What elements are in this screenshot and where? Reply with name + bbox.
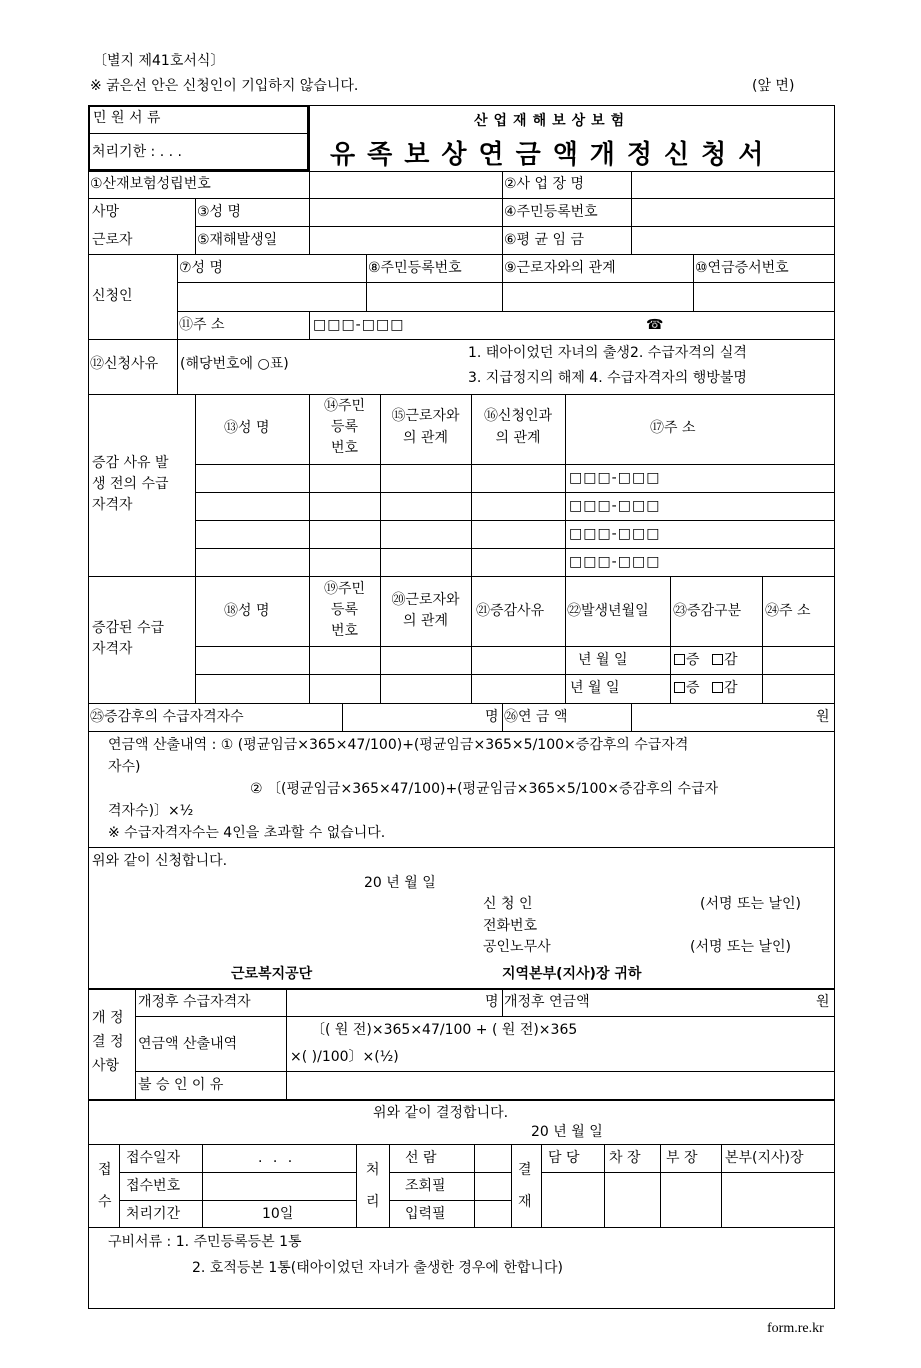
- before-h-address: ⑰주 소: [650, 420, 696, 436]
- reason-hint: (해당번호에 ○표): [180, 356, 289, 372]
- before-h-applicant-rel-1: ⑯신청인과: [483, 408, 553, 424]
- increase-checkbox[interactable]: [674, 682, 685, 693]
- unit-people: 명: [485, 709, 499, 725]
- apply-date: 20 년 월 일: [364, 875, 436, 891]
- label-workplace: ②사 업 장 명: [504, 176, 584, 192]
- label-receipt-date: 접수일자: [126, 1150, 181, 1166]
- before-h-relation-2: 의 관계: [402, 430, 449, 446]
- after-date-2: 년 월 일: [570, 680, 620, 696]
- proc-side-1: 처: [366, 1162, 380, 1178]
- after-h-relation-2: 의 관계: [402, 613, 449, 629]
- approve-deputy: 차 장: [609, 1150, 641, 1166]
- before-zip-2: □□□-□□□: [569, 498, 661, 514]
- recipient-branch: 지역본부(지사)장 귀하: [502, 966, 642, 982]
- approve-head: 본부(지사)장: [725, 1150, 804, 1166]
- after-h-name: ⑱성 명: [224, 603, 270, 619]
- label-certificate-no: ⑩연금증서번호: [695, 260, 789, 276]
- before-h-name: ⑬성 명: [224, 420, 270, 436]
- approve-side-1: 결: [518, 1162, 532, 1178]
- doc-type-label: 민 원 서 류: [93, 110, 161, 126]
- form-subtitle: 산업재해보상보험: [474, 113, 631, 129]
- zip-code-boxes: □□□-□□□: [313, 317, 405, 333]
- apply-applicant: 신 청 인: [483, 896, 533, 912]
- label-applicant: 신청인: [92, 288, 133, 304]
- after-date-1: 년 월 일: [578, 652, 628, 668]
- unit-won-2: 원: [816, 994, 830, 1010]
- label-accident-date: ⑤재해발생일: [197, 232, 278, 248]
- attachments-line-2: 2. 호적등본 1통(태아이었던 자녀가 출생한 경우에 한합니다): [192, 1260, 563, 1276]
- form-title: 유족보상연금액개정신청서: [330, 140, 776, 170]
- form-number: 〔별지 제41호서식〕: [93, 53, 225, 69]
- before-h-rrn-2: 등록: [330, 419, 359, 435]
- label-revised-recipients: 개정후 수급자격자: [138, 994, 251, 1010]
- deadline-label: 처리기한 : . . .: [92, 144, 182, 160]
- before-zip-4: □□□-□□□: [569, 554, 661, 570]
- label-calc-detail: 연금액 산출내역: [138, 1036, 238, 1052]
- label-address: ⑪주 소: [179, 317, 225, 333]
- label-rrn: ④주민등록번호: [504, 204, 598, 220]
- proc-entered: 입력필: [405, 1206, 446, 1222]
- unit-won: 원: [816, 709, 830, 725]
- before-label-2: 생 전의 수급: [92, 476, 169, 492]
- decrease-checkbox[interactable]: [712, 654, 723, 665]
- form-container: [88, 105, 835, 1309]
- approve-manager: 부 장: [666, 1150, 698, 1166]
- proc-side-2: 리: [366, 1194, 380, 1210]
- decision-side-2: 결 정: [92, 1034, 124, 1050]
- approve-side-2: 재: [518, 1194, 532, 1210]
- calc-line-2: 자수): [108, 759, 141, 775]
- before-h-relation-1: ⑮근로자와: [391, 408, 460, 424]
- recipient-org: 근로복지공단: [231, 966, 313, 982]
- attachments-line-1: 구비서류 : 1. 주민등록등본 1통: [108, 1234, 302, 1250]
- after-h-date: ㉒발생년월일: [567, 603, 649, 619]
- after-h-relation-1: ⑳근로자와: [391, 592, 460, 608]
- before-h-rrn-1: ⑭주민: [323, 398, 366, 414]
- phone-icon: ☎: [646, 317, 664, 333]
- apply-sign-1: (서명 또는 날인): [700, 896, 801, 912]
- label-deceased-2: 근로자: [92, 232, 133, 248]
- label-applicant-rrn: ⑧주민등록번호: [368, 260, 462, 276]
- decision-date: 20 년 월 일: [531, 1124, 603, 1140]
- label-insurance-no: ①산재보험성립번호: [90, 176, 211, 192]
- label-rejection-reason: 불 승 인 이 유: [138, 1077, 224, 1093]
- label-recipient-count: ㉕증감후의 수급자격자수: [90, 709, 244, 725]
- calc-line-3: ② 〔(평균임금×365×47/100)+(평균임금×365×5/100×증감후의 수급자: [250, 781, 719, 797]
- after-type-2: 증 감: [673, 680, 738, 697]
- decision-statement: 위와 같이 결정합니다.: [373, 1105, 509, 1121]
- unit-people-2: 명: [485, 994, 499, 1010]
- apply-labor-attorney: 공인노무사: [483, 939, 551, 955]
- after-h-rrn-3: 번호: [330, 623, 359, 639]
- before-label-3: 자격자: [92, 497, 133, 513]
- receipt-side-1: 접: [98, 1162, 112, 1178]
- label-pension-amount: ㉖연 금 액: [504, 709, 568, 725]
- after-h-address: ㉔주 소: [765, 603, 811, 619]
- before-zip-1: □□□-□□□: [569, 470, 661, 486]
- reason-options-1: 1. 태아이었던 자녀의 출생2. 수급자격의 실격: [468, 345, 747, 361]
- before-h-rrn-3: 번호: [330, 440, 359, 456]
- calc-formula-2: ×( )/100〕×(½): [290, 1049, 399, 1065]
- label-reason: ⑫신청사유: [90, 356, 159, 372]
- proc-checked: 조회필: [405, 1178, 446, 1194]
- label-receipt-no: 접수번호: [126, 1178, 181, 1194]
- calc-formula-1: 〔( 원 전)×365×47/100 + ( 원 전)×365: [311, 1022, 578, 1038]
- before-h-applicant-rel-2: 의 관계: [495, 430, 541, 446]
- label-processing-period: 처리기간: [126, 1206, 181, 1222]
- after-h-rrn-2: 등록: [330, 602, 359, 618]
- page-side: (앞 면): [752, 78, 795, 94]
- approve-staff: 담 당: [548, 1150, 580, 1166]
- calc-line-4: 격자수)〕×½: [108, 803, 194, 819]
- increase-checkbox[interactable]: [674, 654, 685, 665]
- decision-side-3: 사항: [92, 1058, 120, 1074]
- label-applicant-name: ⑦성 명: [179, 260, 224, 276]
- label-deceased-1: 사망: [92, 204, 120, 220]
- after-label-2: 자격자: [92, 641, 133, 657]
- apply-statement: 위와 같이 신청합니다.: [92, 853, 228, 869]
- after-h-type: ㉓증감구분: [673, 603, 742, 619]
- after-type-1: 증 감: [673, 652, 738, 669]
- form-notice: ※ 굵은선 안은 신청인이 기입하지 않습니다.: [90, 78, 359, 94]
- label-avg-wage: ⑥평 균 임 금: [504, 232, 584, 248]
- apply-phone: 전화번호: [483, 918, 538, 934]
- apply-sign-2: (서명 또는 날인): [690, 939, 791, 955]
- decision-side-1: 개 정: [92, 1010, 124, 1026]
- footer-site: form.re.kr: [767, 1321, 824, 1336]
- after-label-1: 증감된 수급: [92, 620, 165, 636]
- label-relation: ⑨근로자와의 관계: [504, 260, 616, 276]
- label-name: ③성 명: [197, 204, 242, 220]
- receipt-date-value: . . .: [258, 1150, 296, 1166]
- after-h-rrn-1: ⑲주민: [323, 581, 366, 597]
- processing-period-value: 10일: [262, 1206, 294, 1222]
- reason-options-2: 3. 지급정지의 해제 4. 수급자격자의 행방불명: [468, 370, 747, 386]
- after-h-reason: ㉑증감사유: [476, 603, 545, 619]
- before-label-1: 증감 사유 발: [92, 455, 169, 471]
- calc-note: ※ 수급자격자수는 4인을 초과할 수 없습니다.: [108, 825, 386, 841]
- receipt-side-2: 수: [98, 1194, 112, 1210]
- before-zip-3: □□□-□□□: [569, 526, 661, 542]
- proc-review: 선 람: [405, 1150, 437, 1166]
- calc-line-1: 연금액 산출내역 : ① (평균임금×365×47/100)+(평균임금×365×5/100×증감후의 수급자격: [108, 737, 689, 753]
- label-revised-pension: 개정후 연금액: [504, 994, 590, 1010]
- decrease-checkbox[interactable]: [712, 682, 723, 693]
